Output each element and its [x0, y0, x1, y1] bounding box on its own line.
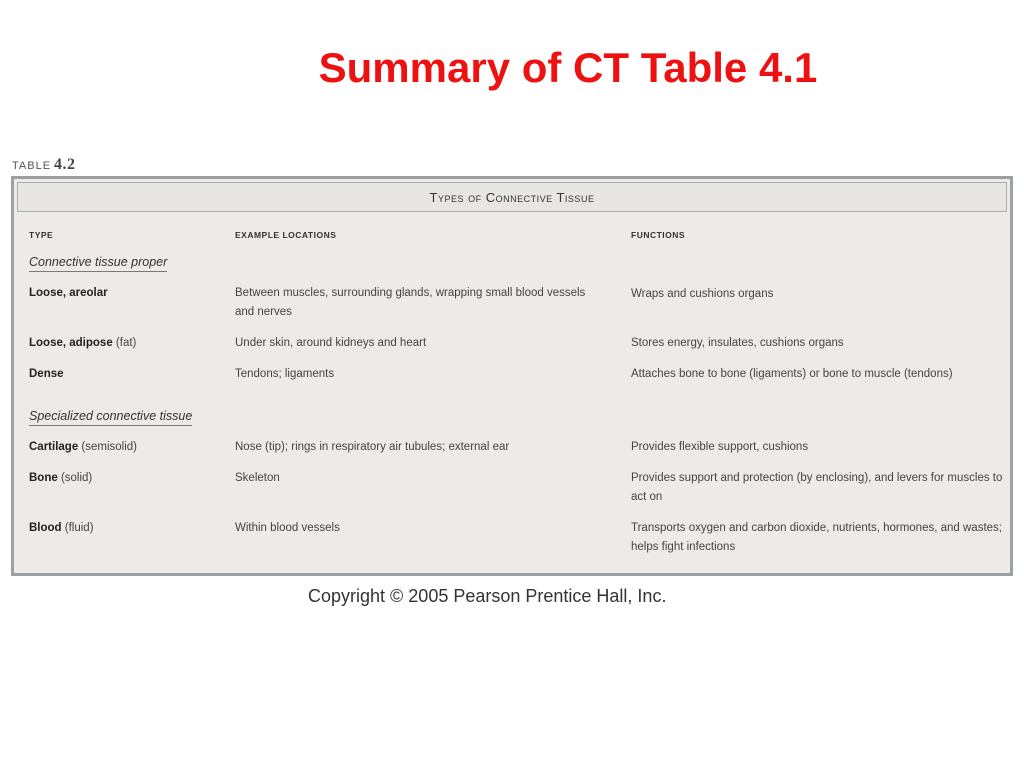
table-label-number: 4.2 [54, 156, 76, 173]
tissue-qualifier: (fat) [112, 337, 137, 349]
table-row-locations: Within blood vessels [235, 522, 340, 534]
tissue-name: Loose, adipose [29, 337, 113, 349]
table-row-functions: Wraps and cushions organs [631, 288, 774, 300]
table-row-functions: Provides flexible support, cushions [631, 441, 809, 453]
table-row-locations: Skeleton [235, 472, 280, 484]
table-row-locations: Tendons; ligaments [235, 368, 335, 380]
table-caption: Types of Connective Tissue [17, 182, 1007, 212]
tissue-name: Dense [29, 368, 64, 380]
table-row-functions: Transports oxygen and carbon dioxide, nutrients, hormones, and wastes; helps fight infections [631, 522, 1002, 553]
table-row-type [29, 519, 219, 538]
tissue-qualifier: (semisolid) [78, 441, 138, 453]
tissue-name: Cartilage [29, 441, 79, 453]
table-label-word: TABLE [12, 160, 52, 172]
copyright-notice: Copyright © 2005 Pearson Prentice Hall, Inc. [308, 586, 667, 606]
table-row-functions: Provides support and protection (by enclosing), and levers for muscles to act on [631, 472, 1003, 503]
table-row-locations: Between muscles, surrounding glands, wrapping small blood vessels and nerves [235, 287, 586, 318]
connective-tissue-table [11, 176, 1013, 576]
table-row-locations: Nose (tip); rings in respiratory air tubules; external ear [235, 441, 510, 453]
column-header-functions: FUNCTIONS [631, 230, 686, 240]
section-heading: Specialized connective tissue [29, 409, 192, 426]
tissue-name: Loose, areolar [29, 287, 108, 299]
table-row-type [29, 365, 219, 384]
table-row-type [29, 438, 219, 457]
section-heading: Connective tissue proper [29, 255, 167, 272]
table-row-functions: Stores energy, insulates, cushions organs [631, 337, 844, 349]
column-header-type: TYPE [29, 230, 54, 240]
table-row-functions: Attaches bone to bone (ligaments) or bone to muscle (tendons) [631, 368, 953, 380]
table-label [12, 156, 76, 174]
table-row-locations: Under skin, around kidneys and heart [235, 337, 427, 349]
tissue-name: Blood [29, 522, 62, 534]
tissue-qualifier: (solid) [57, 472, 93, 484]
table-row-type [29, 284, 219, 303]
table-row-type [29, 334, 219, 353]
tissue-name: Bone [29, 472, 58, 484]
slide-title: Summary of CT Table 4.1 [318, 44, 818, 91]
tissue-qualifier: (fluid) [61, 522, 94, 534]
column-header-locations: EXAMPLE LOCATIONS [235, 230, 337, 240]
table-row-type [29, 469, 219, 488]
